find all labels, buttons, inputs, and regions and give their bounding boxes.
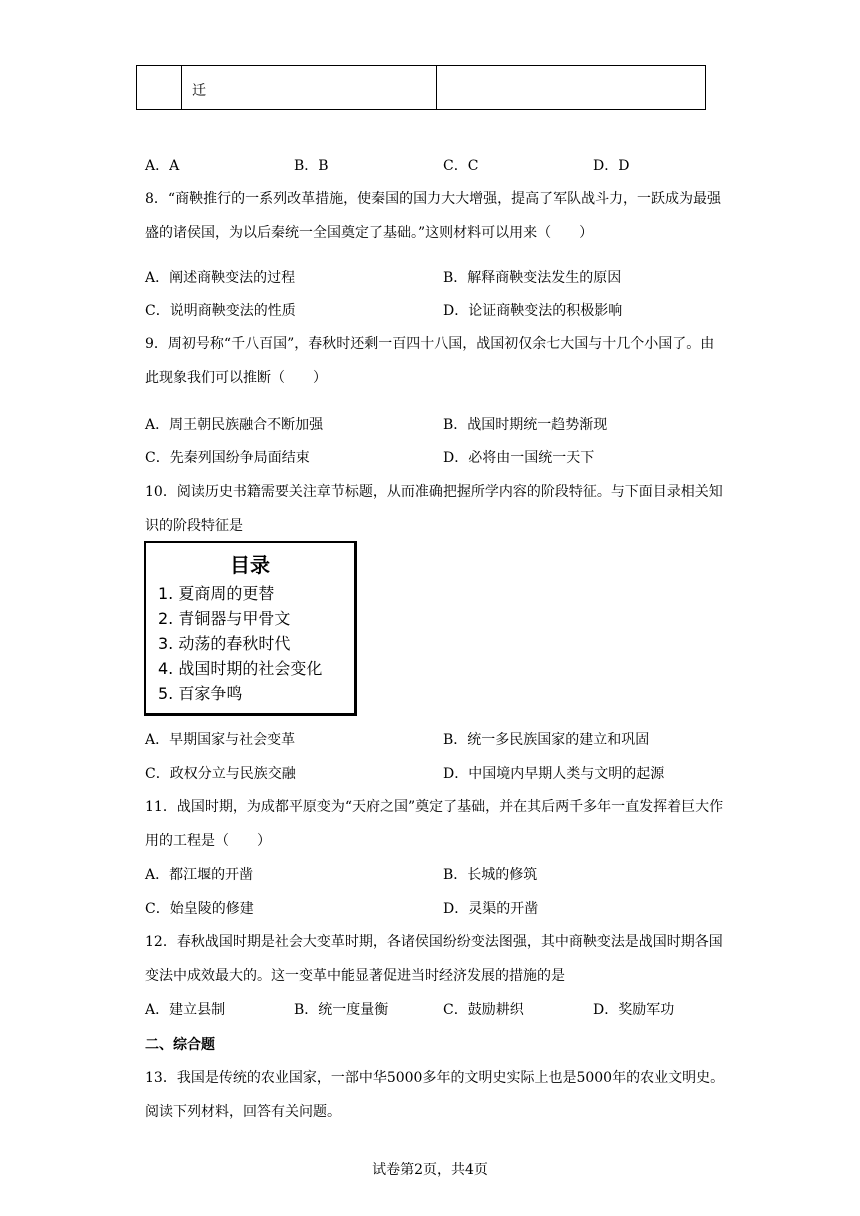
toc-title: 目录 — [230, 553, 270, 577]
page-footer: 试卷第2页，共4页 — [372, 1162, 488, 1178]
section-title: 二、综合题 — [145, 1037, 215, 1053]
q9-option-d: D．必将由一国统一天下 — [443, 450, 595, 466]
toc-item: 4. 战国时期的社会变化 — [158, 659, 323, 678]
q13-stem: 13．我国是传统的农业国家，一部中华5000多年的文明史实际上也是5000年的农业文明史。阅读下列材料，回答有关问题。 — [145, 1070, 725, 1120]
q7-option-b: B．B — [294, 158, 329, 174]
q10-option-a: A．早期国家与社会变革 — [145, 732, 296, 748]
q9-option-b: B．战国时期统一趋势渐现 — [443, 417, 608, 433]
q9-option-a: A．周王朝民族融合不断加强 — [145, 417, 324, 433]
q8-option-d: D．论证商鞅变法的积极影响 — [443, 303, 623, 319]
answer-table-fragment — [136, 65, 706, 110]
q12-option-a: A．建立县制 — [145, 1002, 226, 1018]
q7-option-c: C．C — [443, 158, 479, 174]
toc-item: 3. 动荡的春秋时代 — [158, 634, 291, 653]
q12-option-d: D．奖励军功 — [593, 1002, 675, 1018]
q10-option-d: D．中国境内早期人类与文明的起源 — [443, 766, 665, 782]
q11-option-d: D．灵渠的开凿 — [443, 901, 539, 917]
q9-option-c: C．先秦列国纷争局面结束 — [145, 450, 310, 466]
table-cell-text: 迁 — [192, 83, 206, 99]
q7-option-a: A．A — [145, 158, 180, 174]
q11-option-b: B．长城的修筑 — [443, 867, 538, 883]
q10-option-c: C．政权分立与民族交融 — [145, 766, 296, 782]
table-cell-content — [182, 66, 437, 109]
q8-option-a: A．阐述商鞅变法的过程 — [145, 270, 296, 286]
q9-stem: 9．周初号称“千八百国”，春秋时还剩一百四十八国，战国初仅余七大国与十几个小国了。由此现象我们可以推断（ ） — [145, 336, 715, 386]
q12-option-c: C．鼓励耕织 — [443, 1002, 524, 1018]
toc-item: 2. 青铜器与甲骨文 — [158, 609, 291, 628]
q11-option-a: A．都江堰的开凿 — [145, 867, 254, 883]
q10-stem: 10．阅读历史书籍需要关注章节标题，从而准确把握所学内容的阶段特征。与下面目录相关知识的阶段特征是 — [145, 484, 723, 534]
q7-option-d: D．D — [593, 158, 630, 174]
q12-stem: 12．春秋战国时期是社会大变革时期，各诸侯国纷纷变法图强，其中商鞅变法是战国时期各国变法中成效最大的。这一变革中能显著促进当时经济发展的措施的是 — [145, 934, 723, 984]
q8-option-c: C．说明商鞅变法的性质 — [145, 303, 296, 319]
toc-item: 1. 夏商周的更替 — [158, 584, 275, 603]
q12-option-b: B．统一度量衡 — [294, 1002, 389, 1018]
toc-item: 5. 百家争鸣 — [158, 684, 243, 703]
q8-option-b: B．解释商鞅变法发生的原因 — [443, 270, 622, 286]
q8-stem: 8．“商鞅推行的一系列改革措施，使秦国的国力大大增强，提高了军队战斗力，一跃成为最强盛的诸侯国，为以后秦统一全国奠定了基础。”这则材料可以用来（ ） — [145, 191, 722, 241]
table-of-contents-image — [144, 541, 357, 716]
table-cell-index — [137, 66, 182, 109]
q11-stem: 11．战国时期，为成都平原变为“天府之国”奠定了基础，并在其后两千多年一直发挥着巨大作用的工程是（ ） — [145, 799, 724, 849]
q10-option-b: B．统一多民族国家的建立和巩固 — [443, 732, 650, 748]
q11-option-c: C．始皇陵的修建 — [145, 901, 254, 917]
